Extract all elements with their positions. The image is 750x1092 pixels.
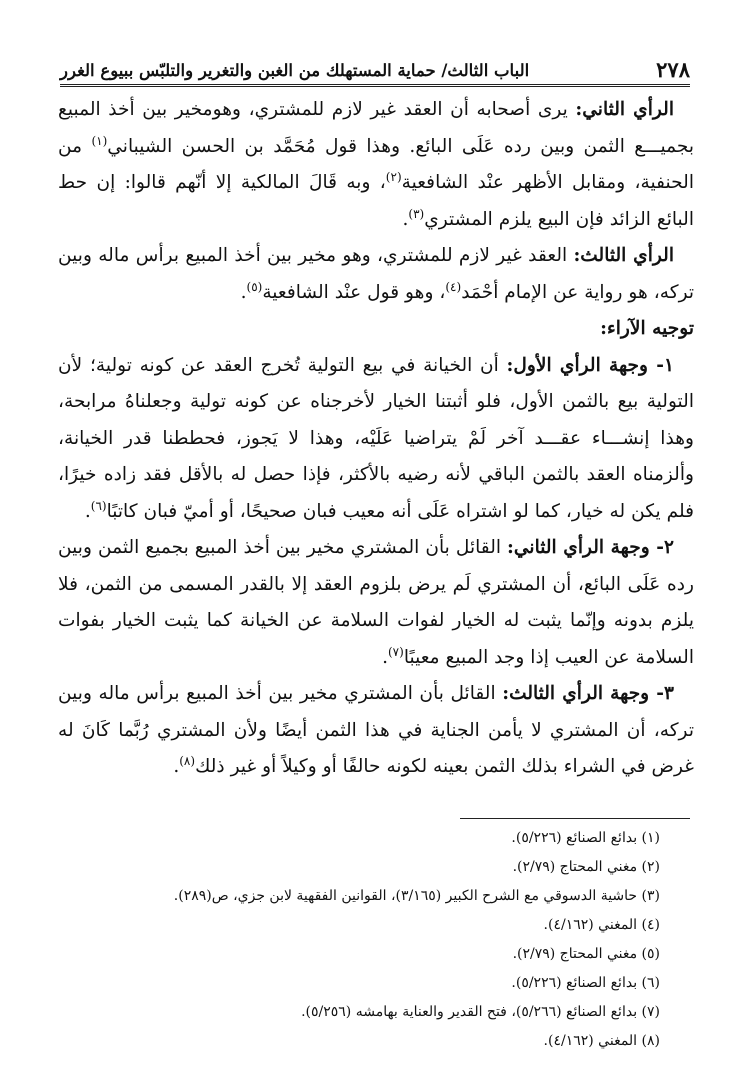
paragraph-label: الرأي الثاني:: [575, 99, 674, 120]
page-number: ٢٧٨: [656, 57, 690, 82]
footnote-separator: [460, 818, 690, 819]
footnote: (١) بدائع الصنائع (٥/٢٢٦).: [511, 830, 660, 846]
footnote: (٣) حاشية الدسوقي مع الشرح الكبير (٣/١٦٥)، القوانين الفقهية لابن جزي، ص(٢٨٩).: [173, 888, 660, 904]
paragraph-first-view: [58, 348, 694, 531]
paragraph-third-view: [58, 676, 694, 786]
paragraph-second-opinion: [58, 92, 694, 238]
footnote: (٦) بدائع الصنائع (٥/٢٢٦).: [511, 975, 660, 991]
paragraph-text: ، وهو قول عنْد الشافعية: [262, 281, 446, 303]
footnote-ref: (١): [91, 133, 108, 148]
footnote: (٢) مغني المحتاج (٢/٧٩).: [512, 859, 660, 875]
paragraph-label: الرأي الثالث:: [573, 245, 674, 266]
paragraph-text: .: [382, 646, 388, 668]
section-heading: [58, 311, 694, 348]
paragraph-third-opinion: [58, 238, 694, 311]
footnote: (٥) مغني المحتاج (٢/٧٩).: [512, 946, 660, 962]
footnote-ref: (٤): [445, 279, 462, 294]
paragraph-label: ٣- وجهة الرأي الثالث:: [502, 683, 675, 704]
footnote-ref: (٥): [246, 279, 263, 294]
paragraph-text: يرى أصحابه أن العقد غير لازم للمشتري، وهومخير بين أخذ المبيع بجميـــع الثمن وبين رده عَلَى البائع. وهذا قول مُحَمَّد بن الحسن الشيباني: [58, 99, 694, 157]
paragraph-text: من الحنفية، ومقابل الأظهر عنْد الشافعية: [58, 135, 694, 193]
footnote: (٨) المغني (٤/١٦٢).: [543, 1033, 660, 1049]
footnote-ref: (٣): [408, 206, 425, 221]
paragraph-text: .: [84, 500, 91, 522]
paragraph-second-view: [58, 530, 694, 676]
paragraph-text: القائل بأن المشتري مخير بين أخذ المبيع برأس ماله وبين تركه، أن المشتري لا يأمن الجناية في هذا الثمن أيضًا ولأن المشتري رُبَّما كَانَ له غرض في الشراء بذلك الثمن بعينه لكونه حالفًا أو وكيلاً أو غير ذلك: [58, 683, 694, 777]
footnote: (٧) بدائع الصنائع (٥/٢٦٦)، فتح القدير والعناية بهامشه (٥/٢٥٦).: [301, 1004, 660, 1020]
paragraph-text: أن الخيانة في بيع التولية تُخرج العقد عن كونه تولية؛ لأن التولية بيع بالثمن الأول، فلو أثبتنا الخيار لأخرجناه عن كونه تولية وجعلناهُ مرابحة، وهذا إنشـــاء عقـــد آخر لَمْ يتراضيا عَلَيْه، وهذا لا يَجوز، فحططنا قدر الخيانة، وألزمناه العقد بالثمن الباقي لأنه رضيه بالأكثر، فإذا حصل له بالأقل فقد زاده خيرًا، فلم يكن له خيار، كما لو اشتراه عَلَى أنه معيب فبان صحيحًا، أو أميّ فبان كاتبًا: [58, 354, 694, 522]
paragraph-text: القائل بأن المشتري مخير بين أخذ المبيع بجميع الثمن وبين رده عَلَى البائع، أن المشتري لَم يرض بلزوم العقد إلا بالقدر المسمى من الثمن، فلا يلزم بدونه وإنّما يثبت له الخيار لفوات السلامة عن الخيانة كما يثبت الخيار بفوات السلامة عن العيب إذا وجد المبيع معيبًا: [58, 537, 694, 668]
footnote-ref: (٢): [385, 169, 402, 184]
footnote-ref: (٦): [90, 498, 107, 513]
footnote-ref: (٨): [179, 753, 196, 768]
paragraph-label: ١- وجهة الرأي الأول:: [506, 354, 674, 376]
footnote-ref: (٧): [387, 644, 404, 659]
paragraph-text: ، وبه قَالَ المالكية إلا أنّهم قالوا: إن حط البائع الزائد فإن البيع يلزم المشتري: [58, 172, 694, 230]
section-heading-text: توجيه الآراء:: [600, 318, 694, 339]
paragraph-text: العقد غير لازم للمشتري، وهو مخير بين أخذ المبيع برأس ماله وبين تركه، هو رواية عن الإمام أحْمَد: [58, 245, 694, 303]
paragraph-text: .: [402, 208, 409, 230]
paragraph-label: ٢- وجهة الرأي الثاني:: [507, 537, 674, 558]
page-header: [60, 54, 690, 87]
footnote: (٤) المغني (٤/١٦٢).: [543, 917, 660, 933]
paragraph-text: .: [173, 756, 180, 777]
running-title: الباب الثالث/ حماية المستهلك من الغبن والتغرير والتلبّس ببيوع الغرر: [60, 61, 530, 80]
footnotes: [60, 824, 690, 1056]
paragraph-text: .: [240, 281, 247, 303]
body-text: [58, 92, 694, 786]
